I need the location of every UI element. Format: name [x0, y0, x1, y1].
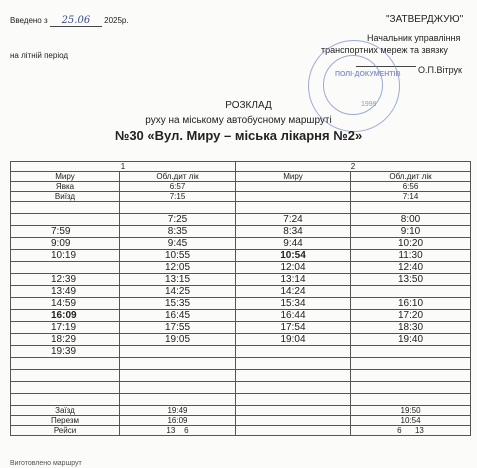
vyizd-label: Виїзд: [11, 192, 120, 202]
zaizd-label: Заїзд: [11, 406, 120, 416]
zaizd-value-1: 19:49: [120, 406, 236, 416]
table-row: 14:59 15:35 15:34 16:10: [11, 298, 471, 310]
table-row: 9:09 9:45 9:44 10:20: [11, 238, 471, 250]
doc-title: РОЗКЛАД: [225, 100, 272, 111]
official-stamp: ПОЛІ·ДОКУМЕНТІВ 1999: [308, 40, 400, 132]
perezm-label: Перезм: [11, 416, 120, 426]
table-row: 17:19 17:55 17:54 18:30: [11, 322, 471, 334]
schedule-table: [10, 161, 471, 436]
column-header-row: [11, 172, 471, 182]
zaizd-row: [11, 406, 471, 416]
perezm-row: [11, 416, 471, 426]
table-row: 7:59 8:35 8:34 9:10: [11, 226, 471, 238]
table-row: 16:09 16:45 16:44 17:20: [11, 310, 471, 322]
reisy-value-1: 13 6: [120, 426, 236, 436]
approve-heading: "ЗАТВЕРДЖУЮ": [386, 14, 464, 25]
column-header: Обл.дит лік: [351, 172, 471, 182]
table-row: [11, 394, 471, 406]
group-label-2: 2: [236, 162, 471, 172]
footer-note: Виготовлено маршрут: [10, 460, 82, 467]
perezm-value-1: 16:09: [120, 416, 236, 426]
yavka-row: [11, 182, 471, 192]
column-header: Обл.дит лік: [120, 172, 236, 182]
route-title: №30 «Вул. Миру – міська лікарня №2»: [114, 128, 363, 143]
perezm-value-2: 10:54: [351, 416, 471, 426]
table-row: [11, 202, 471, 214]
reisy-row: [11, 426, 471, 436]
vyizd-value-1: 7:15: [120, 192, 236, 202]
group-header-row: [11, 162, 471, 172]
table-row: [11, 370, 471, 382]
table-row: 19:39: [11, 346, 471, 358]
table-row: [11, 382, 471, 394]
table-row: 10:19 10:55 10:54 11:30: [11, 250, 471, 262]
group-label-1: 1: [11, 162, 236, 172]
table-row: 7:25 7:24 8:00: [11, 214, 471, 226]
intro-date: 25.06: [50, 15, 102, 27]
reisy-label: Рейси: [11, 426, 120, 436]
yavka-value-2: 6:56: [351, 182, 471, 192]
zaizd-value-2: 19:50: [351, 406, 471, 416]
signer-name: О.П.Вітрук: [418, 65, 462, 75]
reisy-value-2: 6 13: [351, 426, 471, 436]
vyizd-value-2: 7:14: [351, 192, 471, 202]
yavka-label: Явка: [11, 182, 120, 192]
table-row: 12:05 12:04 12:40: [11, 262, 471, 274]
period-label: на літній період: [10, 51, 69, 60]
intro-year: 2025р.: [104, 16, 129, 25]
table-row: 13:49 14:25 14:24: [11, 286, 471, 298]
position-line1: Начальник управління: [367, 33, 461, 43]
column-header: Миру: [11, 172, 120, 182]
doc-subtitle: руху на міському автобусному маршруті: [145, 115, 332, 126]
position-line2: транспортних мереж та звязку: [321, 45, 448, 55]
table-row: [11, 358, 471, 370]
table-row: 12:39 13:15 13:14 13:50: [11, 274, 471, 286]
intro-label: Введено з 25.06 2025р.: [10, 15, 129, 26]
vyizd-row: [11, 192, 471, 202]
column-header: Миру: [236, 172, 351, 182]
yavka-value-1: 6:57: [120, 182, 236, 192]
table-row: 18:29 19:05 19:04 19:40: [11, 334, 471, 346]
